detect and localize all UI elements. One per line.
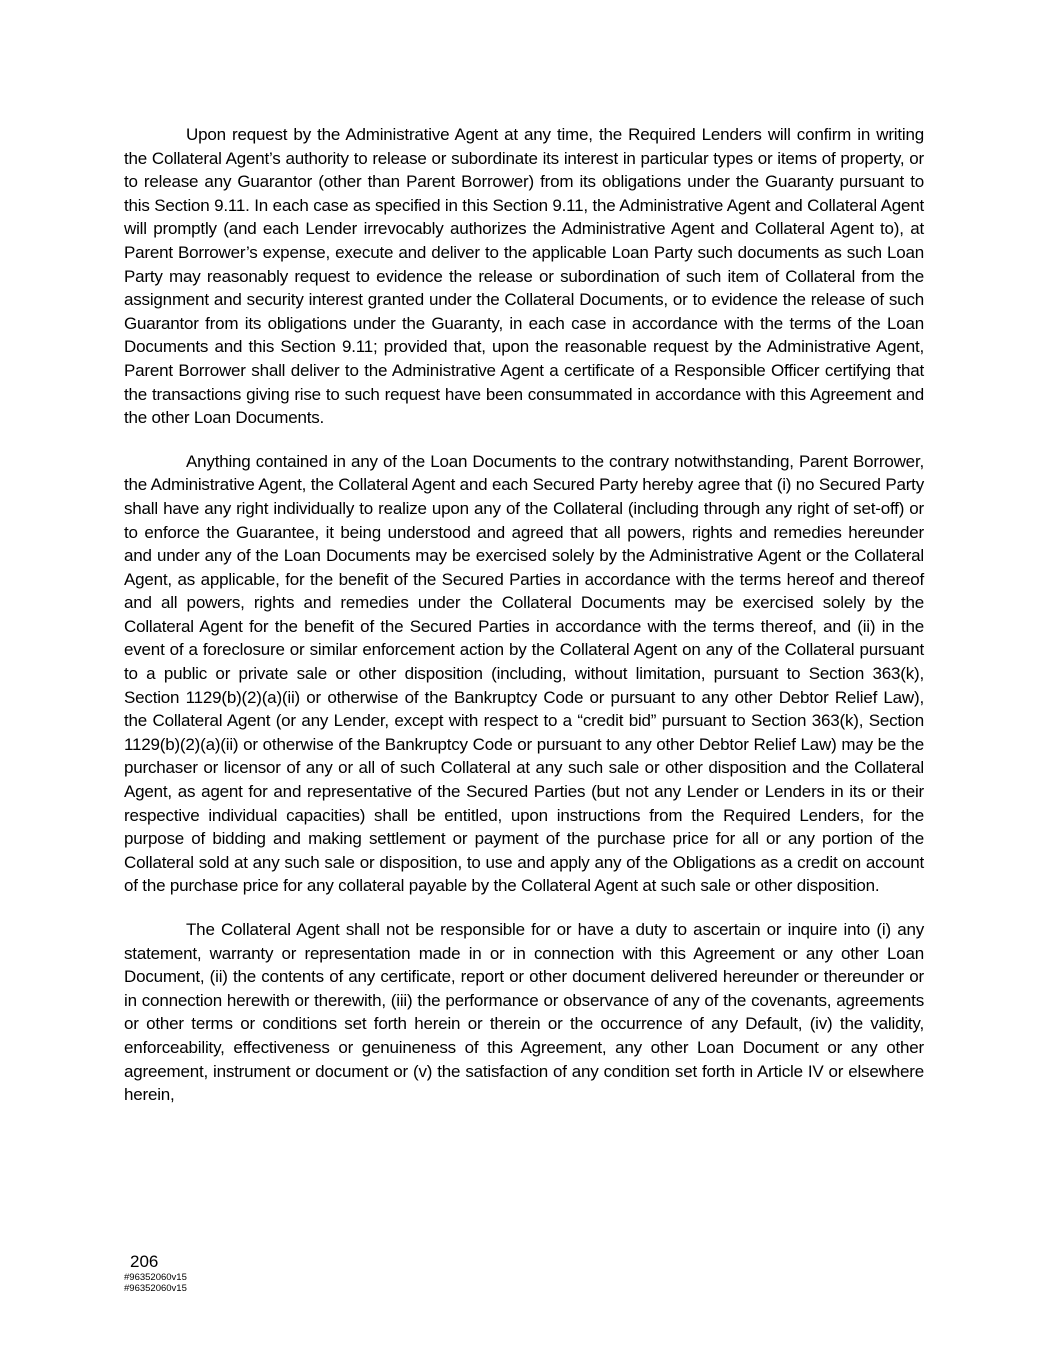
paragraph-collateral-enforcement: Anything contained in any of the Loan Documents to the contrary notwithstanding, Parent Borrower, the Administrative Agent, the Collateral Agent and each Secured Party hereby agree that (i) no Secured Party shall have any right individually to realize upon any of the Collateral (including through any right of set-off) or to enforce the Guarantee, it being understood and agreed that all powers, rights and remedies hereunder and under any of the Loan Documents may be exercised solely by the Administrative Agent or the Collateral Agent, as applicable, for the benefit of the Secured Parties in accordance with the terms hereof and thereof and all powers, rights and remedies under the Collateral Documents may be exercised solely by the Collateral Agent for the benefit of the Secured Parties in accordance with the terms thereof, and (ii) in the event of a foreclosure or similar enforcement action by the Collateral Agent on any of the Collateral pursuant to a public or private sale or other disposition (including, without limitation, pursuant to Section 363(k), Section 1129(b)(2)(a)(ii) or otherwise of the Bankruptcy Code or pursuant to any other Debtor Relief Law), the Collateral Agent (or any Lender, except with respect to a “credit bid” pursuant to Section 363(k), Section 1129(b)(2)(a)(ii) or otherwise of the Bankruptcy Code or pursuant to any other Debtor Relief Law) may be the purchaser or licensor of any or all of such Collateral at any such sale or other disposition and the Collateral Agent, as agent for and representative of the Secured Parties (but not any Lender or Lenders in its or their respective individual capacities) shall be entitled, upon instructions from the Required Lenders, for the purpose of bidding and making settlement or payment of the purchase price for all or any portion of the Collateral sold at any such sale or disposition, to use and apply any of the Obligations as a credit on account of the purchase price for any collateral payable by the Collateral Agent at such sale or other disposition. bbox=[124, 451, 924, 896]
document-body bbox=[124, 123, 924, 1127]
document-id: #96352060v15 bbox=[124, 1272, 187, 1283]
page-footer bbox=[124, 1252, 187, 1294]
paragraph-collateral-agent-duties: The Collateral Agent shall not be responsible for or have a duty to ascertain or inquire into (i) any statement, warranty or representation made in or in connection with this Agreement or any other Loan Document, (ii) the contents of any certificate, report or other document delivered hereunder or thereunder or in connection herewith or therewith, (iii) the performance or observance of any of the covenants, agreements or other terms or conditions set forth herein or therein or the occurrence of any Default, (iv) the validity, enforceability, effectiveness or genuineness of this Agreement, any other Loan Document or any other agreement, instrument or document or (v) the satisfaction of any condition set forth in Article IV or elsewhere herein, bbox=[124, 920, 924, 1105]
document-id-duplicate: #96352060v15 bbox=[124, 1283, 187, 1294]
paragraph-release-authority: Upon request by the Administrative Agent at any time, the Required Lenders will confirm in writing the Collateral Agent’s authority to release or subordinate its interest in particular types or items of property, or to release any Guarantor (other than Parent Borrower) from its obligations under the Guaranty pursuant to this Section 9.11. In each case as specified in this Section 9.11, the Administrative Agent and Collateral Agent will promptly (and each Lender irrevocably authorizes the Administrative Agent and Collateral Agent to), at Parent Borrower’s expense, execute and deliver to the applicable Loan Party such documents as such Loan Party may reasonably request to evidence the release or subordination of such item of Collateral from the assignment and security interest granted under the Collateral Documents, or to evidence the release of such Guarantor from its obligations under the Guaranty, in each case in accordance with the terms of the Loan Documents and this Section 9.11; provided that, upon the reasonable request by the Administrative Agent, Parent Borrower shall deliver to the Administrative Agent a certificate of a Responsible Officer certifying that the transactions giving rise to such request have been consummated in accordance with this Agreement and the other Loan Documents. bbox=[124, 125, 924, 428]
page-number: 206 bbox=[130, 1252, 159, 1271]
